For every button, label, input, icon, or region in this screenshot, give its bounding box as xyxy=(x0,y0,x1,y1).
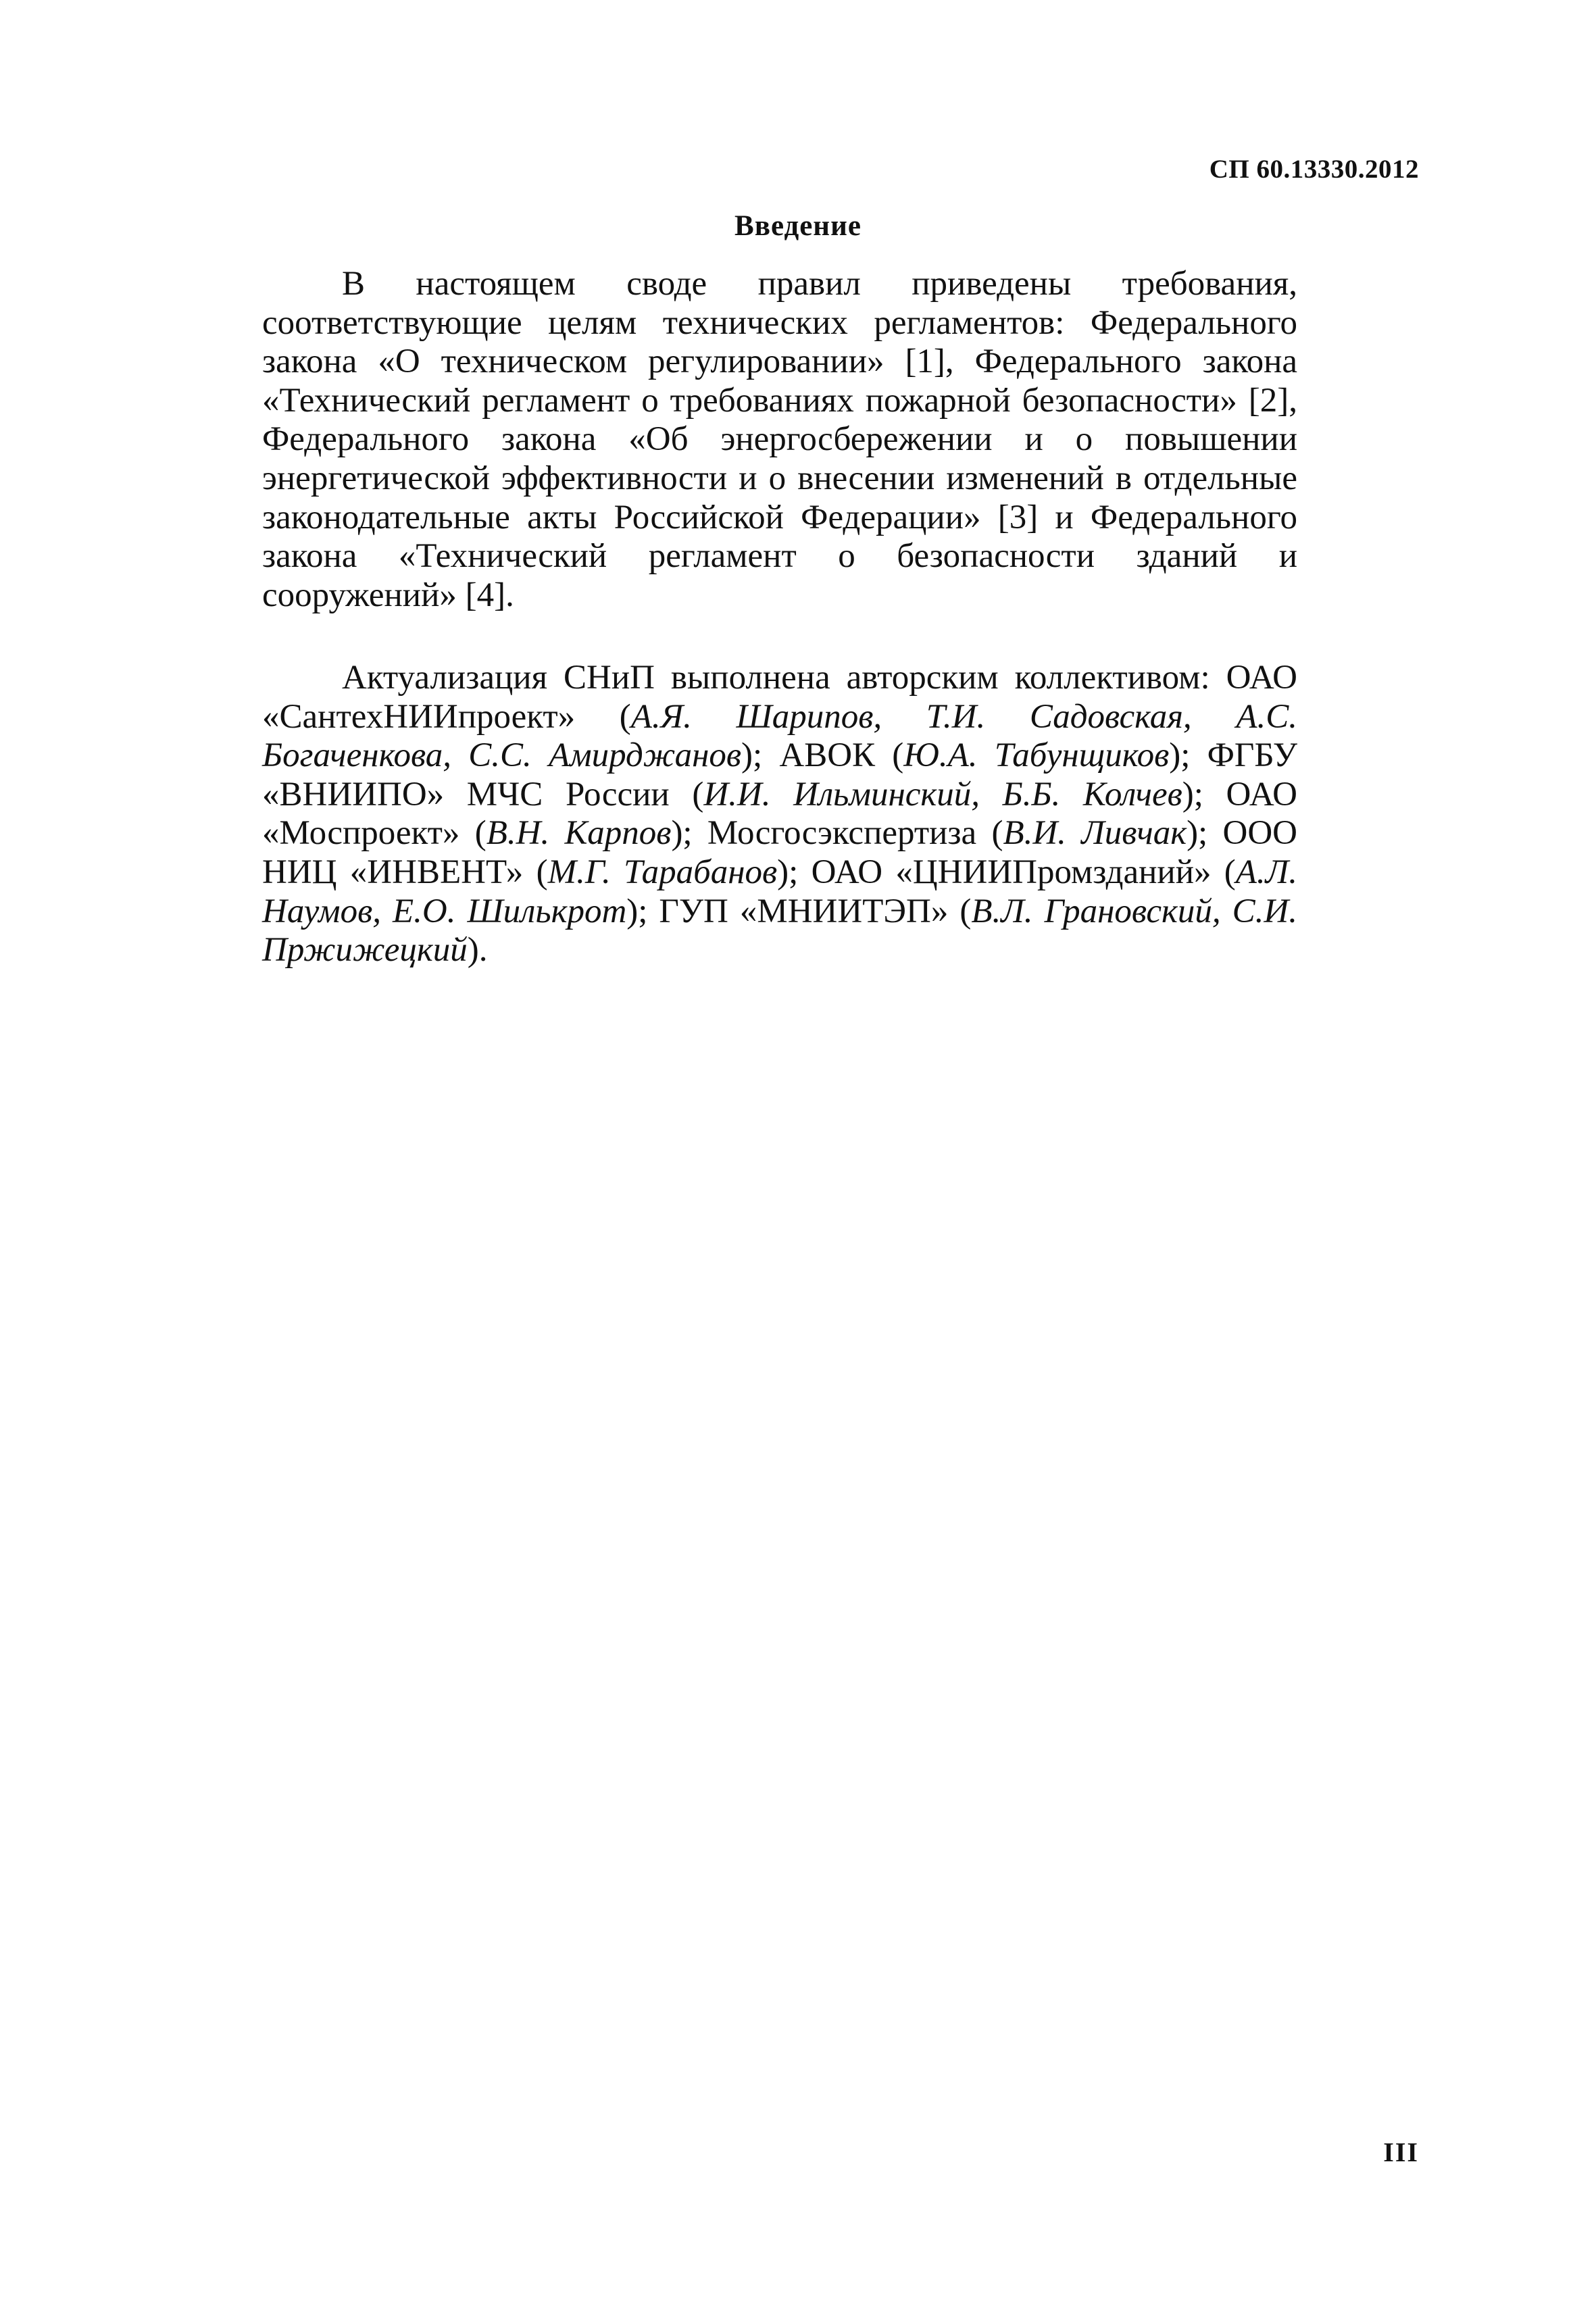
author-names-vniipo: И.И. Ильминский, Б.Б. Колчев xyxy=(703,775,1182,813)
authors-lead-text: Актуализация СНиП выполнена авторским коллективом: ОАО «СантехНИИпроект» ( xyxy=(262,659,1297,736)
author-names-mniitep: В.Л. Грановский, С.И. Пржижецкий xyxy=(262,892,1297,970)
org-mosgosekspertiza: ); Мосгосэкспертиза ( xyxy=(671,814,1003,853)
author-names-invent: М.Г. Тарабанов xyxy=(547,853,778,891)
author-names-avok: Ю.А. Табунщиков xyxy=(903,736,1170,775)
intro-paragraph xyxy=(262,265,1297,615)
author-names-mosgosekspertiza: В.И. Ливчак xyxy=(1003,814,1187,853)
page-number: III xyxy=(1383,2137,1419,2167)
org-mniitep: ); ГУП «МНИИТЭП» ( xyxy=(626,892,972,930)
author-names-tsniipromzdaniy: А.Л. Наумов, Е.О. Шилькрот xyxy=(262,853,1297,930)
org-tsniipromzdaniy: ); ОАО «ЦНИИПромзданий» ( xyxy=(777,853,1236,891)
authors-closing: ). xyxy=(467,931,488,970)
org-avok: ); АВОК ( xyxy=(741,736,904,775)
org-vniipo: ); ФГБУ «ВНИИПО» МЧС России ( xyxy=(262,736,1298,813)
author-names-mosproekt: В.Н. Карпов xyxy=(486,814,672,853)
authors-paragraph xyxy=(262,659,1297,970)
section-title: Введение xyxy=(734,210,862,242)
org-invent: ); ООО НИЦ «ИНВЕНТ» ( xyxy=(262,814,1297,891)
author-names-santekhniiproekt: А.Я. Шарипов, Т.И. Садовская, А.С. Богаченкова, С.С. Амирджанов xyxy=(262,697,1297,775)
org-mosproekt: ); ОАО «Моспроект» ( xyxy=(262,775,1297,853)
intro-paragraph-text: В настоящем своде правил приведены требования, соответствующие целям технических регламентов: Федерального закона «О техническом регулировании» [1], Федерального закона «Технический регламент о требованиях пожарной безопасности» [2], Федерального закона «Об энергосбережении и о повышении энергетической эффективности и о внесении изменений в отдельные законодательные акты Российской Федерации» [3] и Федерального закона «Технический регламент о безопасности зданий и сооружений» [4]. xyxy=(262,265,1297,614)
document-code: СП 60.13330.2012 xyxy=(1209,155,1419,184)
